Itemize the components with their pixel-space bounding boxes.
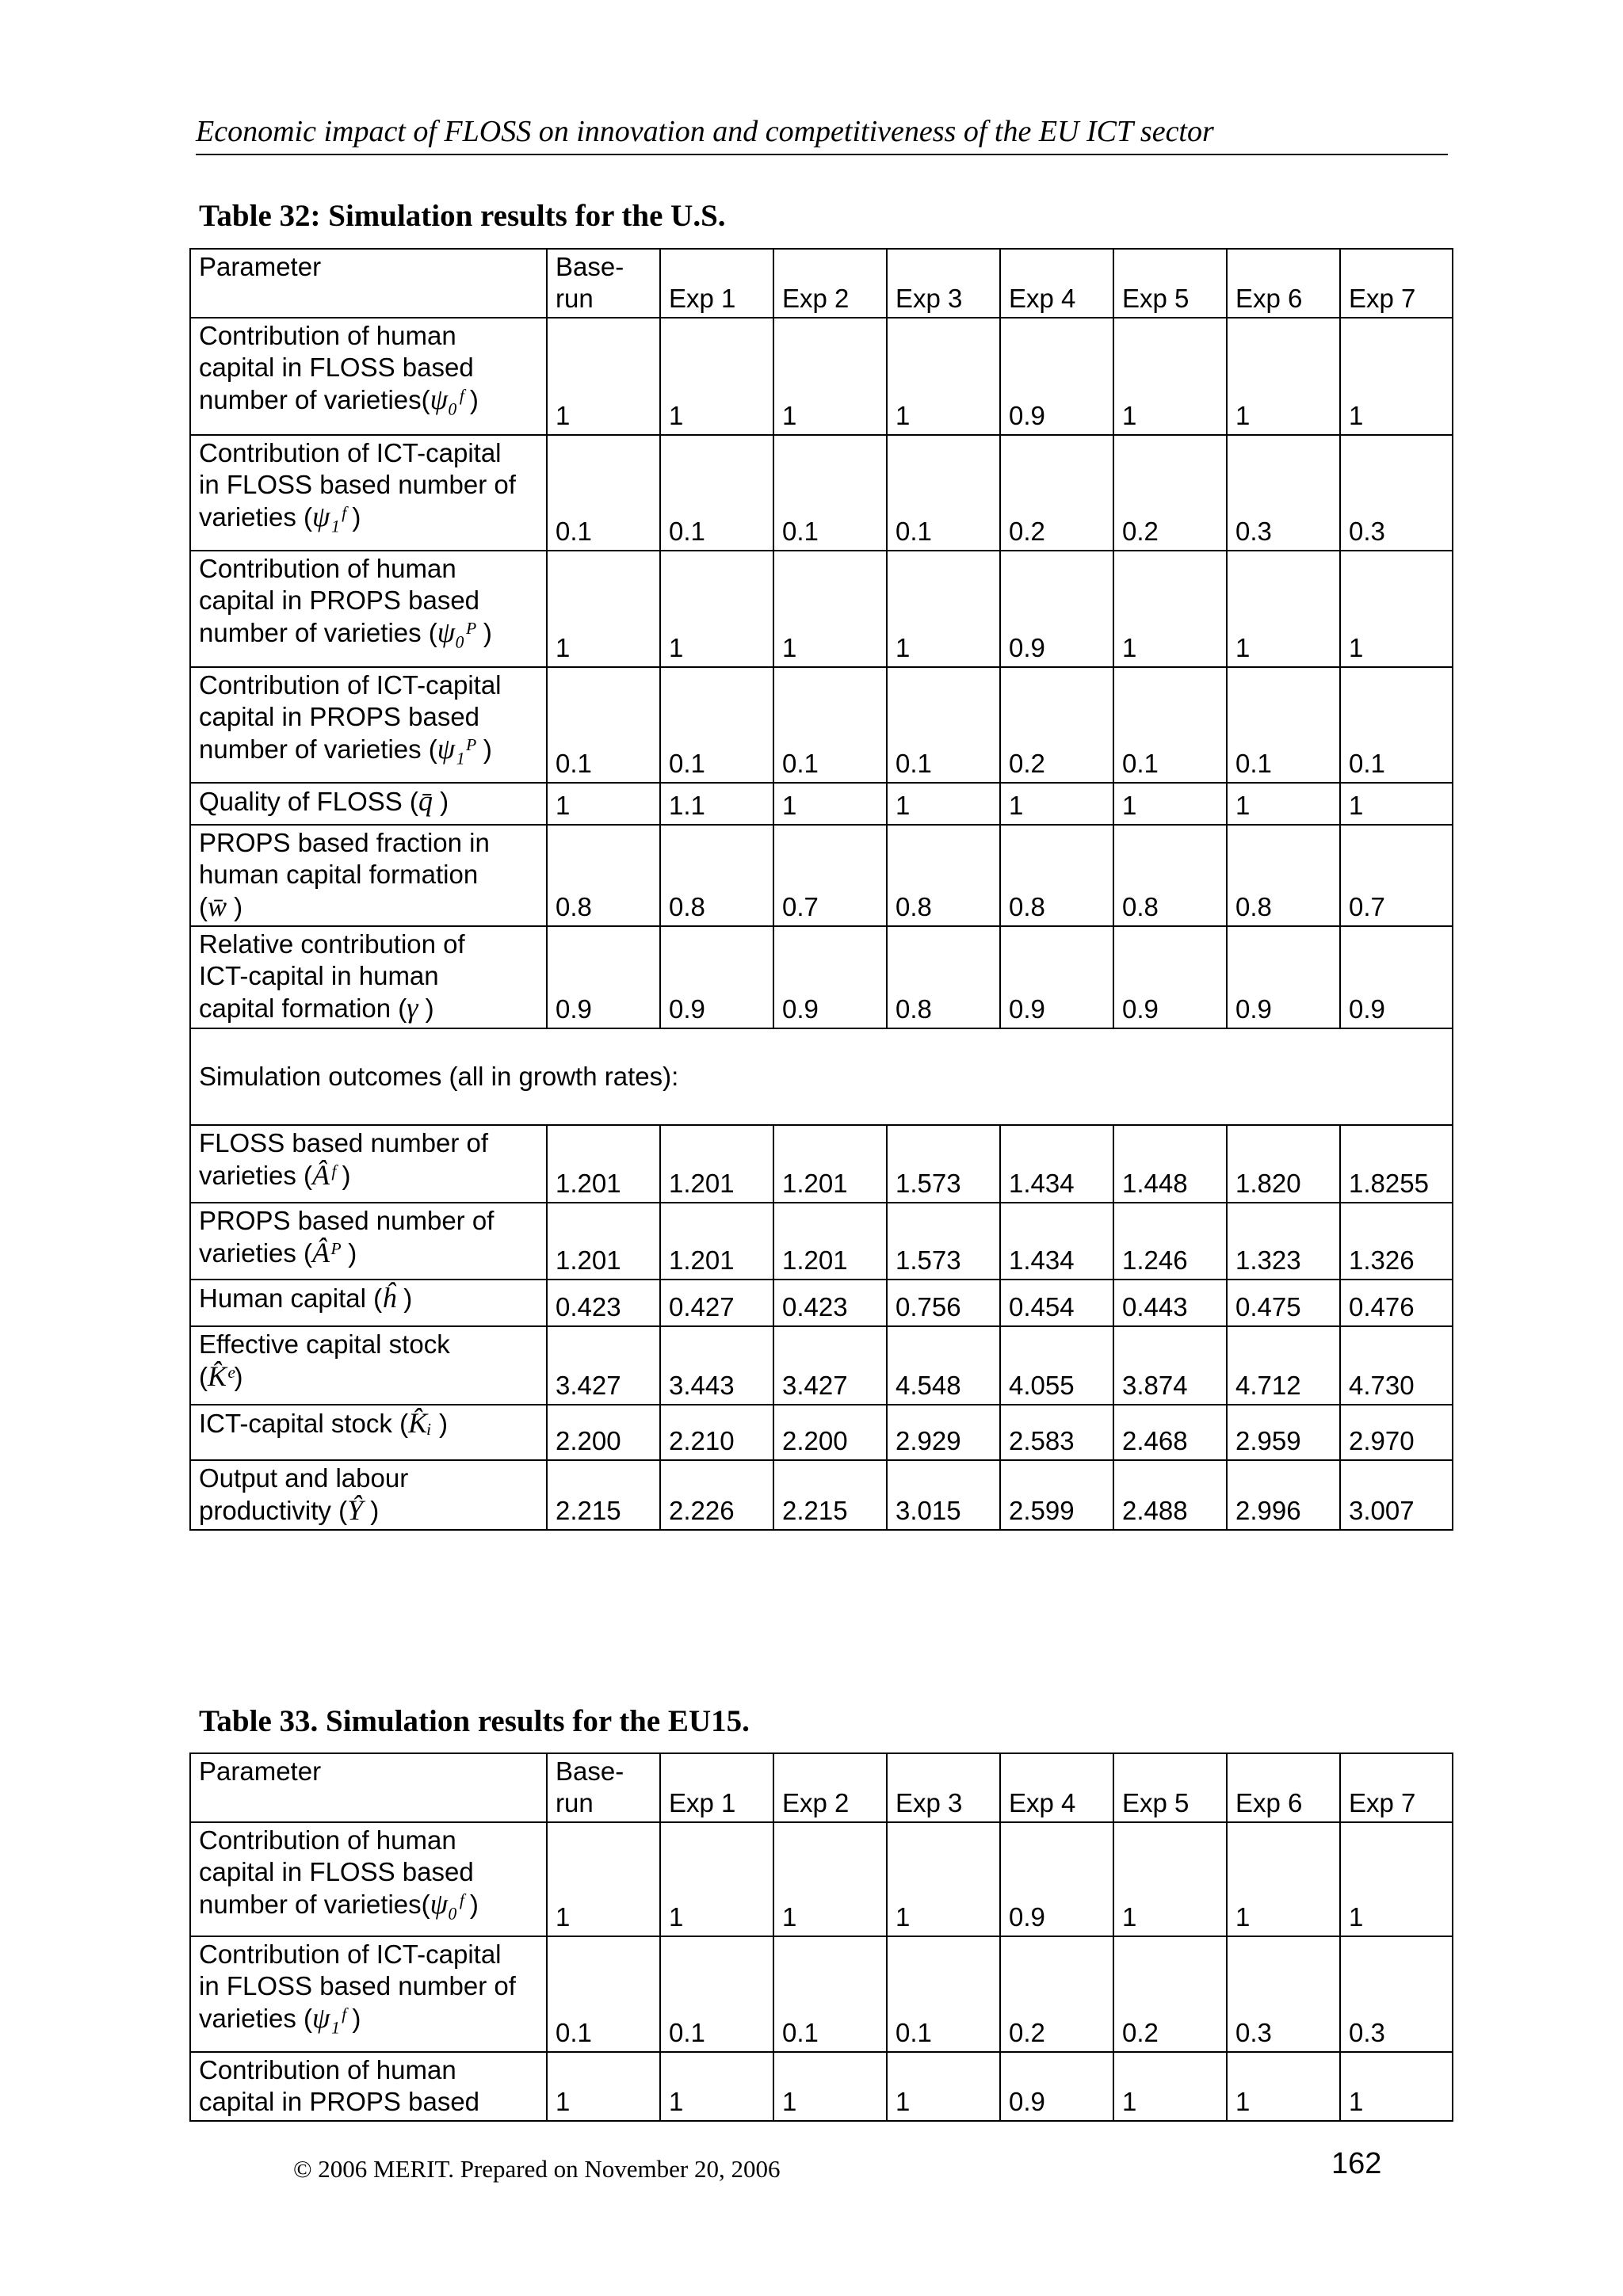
cell-exp6: 0.475 [1227, 1280, 1340, 1326]
label-line: number of varieties ( [199, 618, 437, 647]
label-suffix: ) [341, 1238, 357, 1268]
cell-exp3: 0.8 [887, 825, 1000, 926]
label-suffix: ) [418, 994, 434, 1023]
cell-exp7: 0.9 [1340, 926, 1453, 1028]
row-Ki [190, 1405, 1453, 1460]
cell-exp1: 0.427 [660, 1280, 773, 1326]
cell-exp6: 0.3 [1227, 435, 1340, 551]
header-exp4: Exp 4 [1000, 1753, 1113, 1822]
cell-exp7: 0.3 [1340, 1936, 1453, 2052]
cell-exp1: 0.9 [660, 926, 773, 1028]
cell-exp2: 2.200 [773, 1405, 887, 1460]
cell-exp7: 0.7 [1340, 825, 1453, 926]
label-line: varieties ( [199, 1161, 313, 1190]
label-suffix: ) [462, 385, 479, 414]
cell-exp7: 1 [1340, 2052, 1453, 2121]
parameter-symbol: K̂ᵉ [208, 1360, 235, 1392]
header-exp6: Exp 6 [1227, 1753, 1340, 1822]
header-exp1: Exp 1 [660, 249, 773, 318]
cell-exp3: 1 [887, 318, 1000, 435]
cell-exp1: 0.8 [660, 825, 773, 926]
header-exp3: Exp 3 [887, 249, 1000, 318]
table-33 [189, 1753, 1453, 2122]
cell-exp5: 1.448 [1113, 1125, 1227, 1203]
cell-baserun: 2.200 [547, 1405, 660, 1460]
cell-exp5: 2.468 [1113, 1405, 1227, 1460]
row-AF [190, 1125, 1453, 1203]
table-32-caption: Table 32: Simulation results for the U.S. [199, 199, 726, 233]
cell-exp5: 2.488 [1113, 1460, 1227, 1530]
header-base-bottom: run [556, 1788, 594, 1817]
cell-exp2: 1.201 [773, 1125, 887, 1203]
cell-exp6: 0.8 [1227, 825, 1340, 926]
cell-exp2: 0.1 [773, 667, 887, 783]
cell-exp6: 1 [1227, 1822, 1340, 1936]
parameter-label [190, 1125, 547, 1203]
label-line: Contribution of ICT-capital [199, 670, 502, 700]
label-line: PROPS based fraction in [199, 828, 490, 857]
label-line: ICT-capital in human [199, 961, 439, 990]
cell-baserun: 3.427 [547, 1326, 660, 1405]
parameter-symbol: γ [407, 992, 418, 1024]
footer-copyright: © 2006 MERIT. Prepared on November 20, 2006 [293, 2155, 781, 2183]
label-line: varieties ( [199, 2004, 313, 2033]
cell-exp4: 0.2 [1000, 667, 1113, 783]
parameter-symbol: ψ₀ᶠ [430, 383, 463, 415]
cell-exp2: 1.201 [773, 1203, 887, 1280]
cell-exp3: 1 [887, 1822, 1000, 1936]
section-row [190, 1028, 1453, 1125]
parameter-symbol: K̂ᵢ [408, 1407, 432, 1439]
cell-exp2: 0.1 [773, 435, 887, 551]
label-line: in FLOSS based number of [199, 470, 516, 499]
label-suffix: ) [432, 787, 449, 816]
cell-exp5: 1.246 [1113, 1203, 1227, 1280]
cell-exp7: 1 [1340, 783, 1453, 825]
cell-baserun: 1 [547, 783, 660, 825]
cell-exp4: 1 [1000, 783, 1113, 825]
cell-exp4: 0.2 [1000, 1936, 1113, 2052]
cell-exp3: 1 [887, 783, 1000, 825]
label-suffix: ) [227, 892, 243, 921]
cell-exp7: 2.970 [1340, 1405, 1453, 1460]
label-line: Effective capital stock [199, 1329, 450, 1359]
row-Y [190, 1460, 1453, 1530]
cell-exp5: 1 [1113, 2052, 1227, 2121]
label-suffix: ) [345, 2004, 361, 2033]
label-line: ICT-capital stock ( [199, 1409, 409, 1438]
row-psi1F [190, 435, 1453, 551]
parameter-label [190, 1936, 547, 2052]
cell-exp2: 1 [773, 1822, 887, 1936]
cell-exp4: 0.9 [1000, 1822, 1113, 1936]
header-exp2: Exp 2 [773, 249, 887, 318]
row-Ke [190, 1326, 1453, 1405]
parameter-label [190, 1280, 547, 1326]
label-line: human capital formation [199, 860, 479, 889]
label-line: in FLOSS based number of [199, 1971, 516, 2000]
cell-exp7: 0.1 [1340, 667, 1453, 783]
label-line: capital in FLOSS based [199, 353, 474, 382]
cell-exp4: 0.8 [1000, 825, 1113, 926]
label-line: Contribution of human [199, 1825, 456, 1855]
cell-exp6: 1 [1227, 2052, 1340, 2121]
cell-baserun: 0.1 [547, 435, 660, 551]
label-line: Contribution of human [199, 2055, 456, 2084]
cell-exp4: 0.2 [1000, 435, 1113, 551]
label-suffix: ) [234, 1362, 243, 1391]
header-exp4: Exp 4 [1000, 249, 1113, 318]
cell-baserun: 0.1 [547, 667, 660, 783]
row-psi1F [190, 1936, 1453, 2052]
parameter-symbol: ψ₁ᴾ [437, 733, 476, 765]
row-psi1P [190, 667, 1453, 783]
cell-exp6: 1 [1227, 783, 1340, 825]
cell-exp7: 0.3 [1340, 435, 1453, 551]
cell-exp5: 1 [1113, 783, 1227, 825]
cell-exp4: 1.434 [1000, 1125, 1113, 1203]
cell-baserun: 0.8 [547, 825, 660, 926]
label-suffix: ) [462, 1890, 479, 1919]
header-exp2: Exp 2 [773, 1753, 887, 1822]
header-exp6: Exp 6 [1227, 249, 1340, 318]
cell-exp6: 0.1 [1227, 667, 1340, 783]
cell-exp4: 0.9 [1000, 318, 1113, 435]
parameter-symbol: ψ₁ᶠ [312, 2002, 346, 2034]
header-exp5: Exp 5 [1113, 1753, 1227, 1822]
cell-exp6: 1 [1227, 551, 1340, 667]
row-psi0P-partial [190, 2052, 1453, 2121]
label-line: productivity ( [199, 1496, 348, 1525]
label-line: Contribution of ICT-capital [199, 1939, 502, 1969]
row-psi0P [190, 551, 1453, 667]
cell-exp2: 1 [773, 551, 887, 667]
label-suffix: ) [334, 1161, 351, 1190]
cell-exp1: 1.201 [660, 1125, 773, 1203]
cell-exp1: 1.201 [660, 1203, 773, 1280]
cell-exp3: 0.1 [887, 435, 1000, 551]
cell-exp3: 2.929 [887, 1405, 1000, 1460]
cell-exp1: 1.1 [660, 783, 773, 825]
label-line: varieties ( [199, 1238, 313, 1268]
cell-exp6: 2.959 [1227, 1405, 1340, 1460]
cell-exp5: 3.874 [1113, 1326, 1227, 1405]
cell-exp2: 0.423 [773, 1280, 887, 1326]
parameter-label [190, 1822, 547, 1936]
cell-exp3: 1 [887, 2052, 1000, 2121]
cell-exp6: 1 [1227, 318, 1340, 435]
cell-exp5: 0.2 [1113, 435, 1227, 551]
header-base-bottom: run [556, 284, 594, 313]
label-line: ( [199, 892, 208, 921]
cell-exp3: 1 [887, 551, 1000, 667]
row-qbar [190, 783, 1453, 825]
header-parameter: Parameter [190, 1753, 547, 1822]
cell-baserun: 1.201 [547, 1125, 660, 1203]
cell-baserun: 0.9 [547, 926, 660, 1028]
cell-exp3: 0.756 [887, 1280, 1000, 1326]
cell-exp1: 1 [660, 2052, 773, 2121]
label-line: Quality of FLOSS ( [199, 787, 418, 816]
cell-exp2: 3.427 [773, 1326, 887, 1405]
cell-exp5: 0.1 [1113, 667, 1227, 783]
label-suffix: ) [431, 1409, 448, 1438]
cell-baserun: 1.201 [547, 1203, 660, 1280]
cell-exp4: 0.9 [1000, 2052, 1113, 2121]
label-suffix: ) [363, 1496, 380, 1525]
cell-exp7: 0.476 [1340, 1280, 1453, 1326]
label-line: Relative contribution of [199, 929, 465, 959]
cell-exp7: 4.730 [1340, 1326, 1453, 1405]
label-suffix: ) [396, 1283, 413, 1313]
header-exp1: Exp 1 [660, 1753, 773, 1822]
header-parameter: Parameter [190, 249, 547, 318]
cell-baserun: 1 [547, 1822, 660, 1936]
parameter-label [190, 1460, 547, 1530]
cell-exp4: 2.583 [1000, 1405, 1113, 1460]
label-line: Human capital ( [199, 1283, 383, 1313]
parameter-label [190, 825, 547, 926]
cell-exp7: 1.8255 [1340, 1125, 1453, 1203]
header-base-top: Base- [556, 1756, 624, 1786]
label-line: Output and labour [199, 1463, 409, 1493]
cell-exp4: 2.599 [1000, 1460, 1113, 1530]
cell-baserun: 1 [547, 551, 660, 667]
cell-exp4: 1.434 [1000, 1203, 1113, 1280]
cell-exp1: 2.226 [660, 1460, 773, 1530]
cell-exp5: 1 [1113, 318, 1227, 435]
parameter-symbol: Ŷ [347, 1494, 364, 1526]
cell-exp3: 3.015 [887, 1460, 1000, 1530]
parameter-symbol: ψ₀ᶠ [430, 1888, 463, 1920]
parameter-label [190, 318, 547, 435]
row-gamma [190, 926, 1453, 1028]
cell-exp2: 2.215 [773, 1460, 887, 1530]
cell-exp2: 0.9 [773, 926, 887, 1028]
cell-exp4: 4.055 [1000, 1326, 1113, 1405]
cell-exp3: 0.1 [887, 667, 1000, 783]
cell-baserun: 1 [547, 318, 660, 435]
cell-exp4: 0.9 [1000, 926, 1113, 1028]
section-label: Simulation outcomes (all in growth rates): [190, 1028, 1453, 1125]
cell-exp5: 1 [1113, 551, 1227, 667]
label-suffix: ) [475, 618, 492, 647]
header-baserun [547, 249, 660, 318]
label-line: ( [199, 1362, 208, 1391]
cell-exp7: 1 [1340, 551, 1453, 667]
table-32 [189, 248, 1453, 1531]
label-line: capital in PROPS based [199, 702, 480, 731]
parameter-label [190, 1203, 547, 1280]
label-line: Contribution of human [199, 321, 456, 350]
cell-exp3: 1.573 [887, 1203, 1000, 1280]
label-line: varieties ( [199, 502, 313, 532]
parameter-label [190, 783, 547, 825]
parameter-label [190, 551, 547, 667]
header-row [190, 249, 1453, 318]
cell-baserun: 0.423 [547, 1280, 660, 1326]
label-suffix: ) [475, 734, 492, 764]
header-exp3: Exp 3 [887, 1753, 1000, 1822]
cell-exp5: 0.2 [1113, 1936, 1227, 2052]
cell-exp3: 4.548 [887, 1326, 1000, 1405]
parameter-label [190, 1326, 547, 1405]
cell-exp7: 1 [1340, 1822, 1453, 1936]
cell-exp3: 0.8 [887, 926, 1000, 1028]
parameter-label [190, 1405, 547, 1460]
label-line: capital in PROPS based [199, 2087, 480, 2116]
cell-exp4: 0.9 [1000, 551, 1113, 667]
header-exp7: Exp 7 [1340, 249, 1453, 318]
row-h [190, 1280, 1453, 1326]
cell-exp1: 1 [660, 551, 773, 667]
label-line: capital formation ( [199, 994, 407, 1023]
cell-exp4: 0.454 [1000, 1280, 1113, 1326]
cell-exp2: 1 [773, 2052, 887, 2121]
cell-exp3: 0.1 [887, 1936, 1000, 2052]
label-line: Contribution of ICT-capital [199, 438, 502, 467]
label-line: number of varieties( [199, 1890, 430, 1919]
header-exp5: Exp 5 [1113, 249, 1227, 318]
parameter-symbol: Âᴾ [312, 1237, 342, 1268]
page-number: 162 [1331, 2147, 1382, 2180]
cell-exp2: 1 [773, 783, 887, 825]
parameter-symbol: Âᶠ [312, 1159, 335, 1191]
label-line: number of varieties ( [199, 734, 437, 764]
cell-exp6: 0.3 [1227, 1936, 1340, 2052]
cell-exp7: 1.326 [1340, 1203, 1453, 1280]
cell-exp5: 0.8 [1113, 825, 1227, 926]
cell-exp6: 1.820 [1227, 1125, 1340, 1203]
cell-baserun: 1 [547, 2052, 660, 2121]
header-base-top: Base- [556, 252, 624, 281]
row-wbar [190, 825, 1453, 926]
cell-exp1: 3.443 [660, 1326, 773, 1405]
row-psi0F [190, 318, 1453, 435]
parameter-label [190, 435, 547, 551]
cell-exp1: 1 [660, 1822, 773, 1936]
label-line: number of varieties( [199, 385, 430, 414]
row-AP [190, 1203, 1453, 1280]
cell-exp1: 1 [660, 318, 773, 435]
running-header: Economic impact of FLOSS on innovation and competitiveness of the EU ICT sector [196, 109, 1448, 155]
header-row [190, 1753, 1453, 1822]
cell-exp2: 0.7 [773, 825, 887, 926]
cell-exp1: 2.210 [660, 1405, 773, 1460]
header-exp7: Exp 7 [1340, 1753, 1453, 1822]
parameter-label [190, 2052, 547, 2121]
parameter-label [190, 667, 547, 783]
table-33-caption: Table 33. Simulation results for the EU15. [199, 1704, 750, 1738]
cell-exp1: 0.1 [660, 667, 773, 783]
cell-baserun: 2.215 [547, 1460, 660, 1530]
cell-exp1: 0.1 [660, 1936, 773, 2052]
cell-exp5: 0.9 [1113, 926, 1227, 1028]
label-line: PROPS based number of [199, 1206, 495, 1235]
cell-exp7: 1 [1340, 318, 1453, 435]
header-baserun [547, 1753, 660, 1822]
parameter-symbol: ψ₁ᶠ [312, 501, 346, 532]
cell-exp6: 1.323 [1227, 1203, 1340, 1280]
cell-exp6: 2.996 [1227, 1460, 1340, 1530]
cell-exp3: 1.573 [887, 1125, 1000, 1203]
cell-exp6: 0.9 [1227, 926, 1340, 1028]
label-line: capital in PROPS based [199, 585, 480, 615]
cell-baserun: 0.1 [547, 1936, 660, 2052]
row-psi0F [190, 1822, 1453, 1936]
parameter-symbol: ψ₀ᴾ [437, 616, 476, 648]
cell-exp5: 1 [1113, 1822, 1227, 1936]
cell-exp2: 1 [773, 318, 887, 435]
cell-exp1: 0.1 [660, 435, 773, 551]
label-suffix: ) [345, 502, 361, 532]
parameter-symbol: w̄ [208, 891, 227, 922]
cell-exp6: 4.712 [1227, 1326, 1340, 1405]
label-line: FLOSS based number of [199, 1128, 489, 1158]
label-line: Contribution of human [199, 554, 456, 583]
parameter-symbol: q̄ [418, 785, 433, 817]
parameter-label [190, 926, 547, 1028]
cell-exp2: 0.1 [773, 1936, 887, 2052]
cell-exp5: 0.443 [1113, 1280, 1227, 1326]
cell-exp7: 3.007 [1340, 1460, 1453, 1530]
label-line: capital in FLOSS based [199, 1857, 474, 1886]
parameter-symbol: ĥ [382, 1282, 397, 1314]
